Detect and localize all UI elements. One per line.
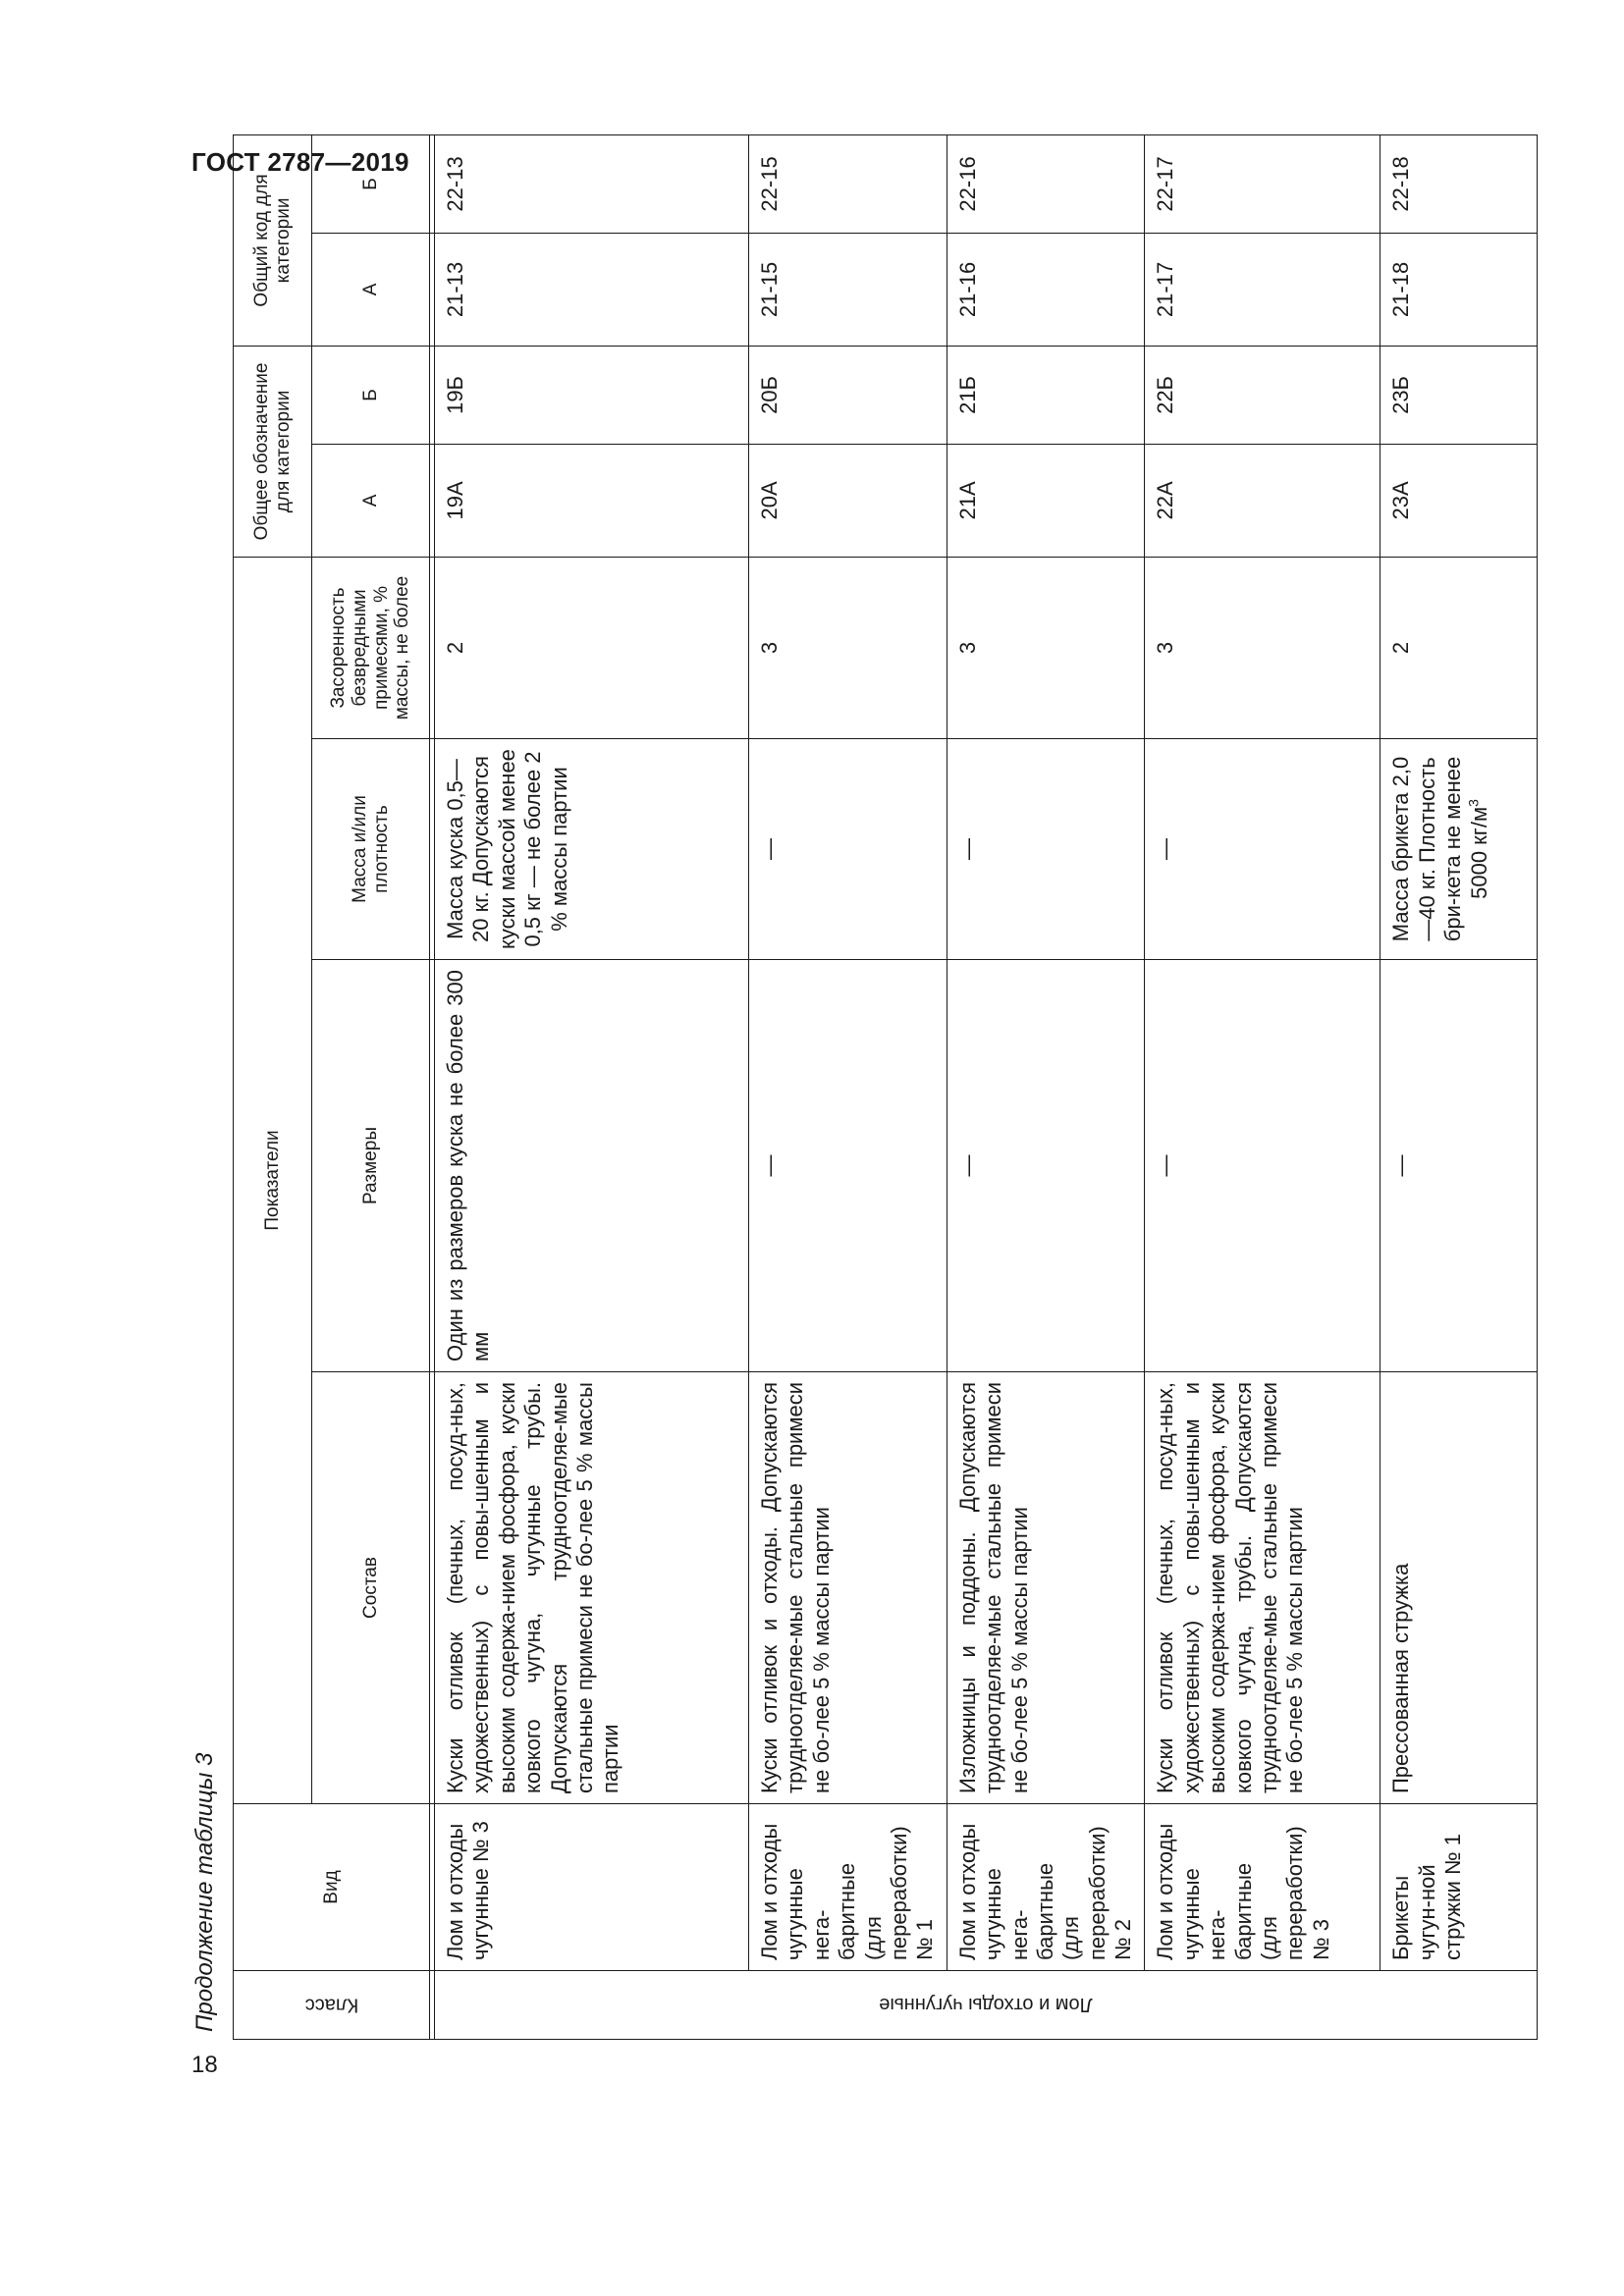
code-b-cell: 22-18 xyxy=(1380,134,1538,233)
contamination-cell: 2 xyxy=(1380,557,1538,738)
mass-superscript: 3 xyxy=(1465,799,1482,807)
type-cell: Лом и отходы чугунные нега-баритные (для переработки) № 2 xyxy=(947,1804,1145,1971)
type-cell: Лом и отходы чугунные № 3 xyxy=(435,1804,749,1971)
composition-cell: Изложницы и поддоны. Допускаются трудноотделяе-мые стальные примеси не бо-лее 5 % массы партии xyxy=(947,1372,1145,1804)
header-code-a: А xyxy=(312,233,430,346)
mass-text: — xyxy=(757,838,782,860)
dimensions-cell: Один из размеров куска не более 300 мм xyxy=(435,960,749,1372)
code-b-cell: 22-16 xyxy=(947,134,1145,233)
contamination-cell: 3 xyxy=(947,557,1145,738)
header-code-b: Б xyxy=(312,134,430,233)
dimensions-cell: — xyxy=(1380,960,1538,1372)
mass-cell xyxy=(1145,739,1380,960)
contamination-cell: 2 xyxy=(435,557,749,738)
header-designation: Общее обозначение для категории xyxy=(234,346,312,557)
dimensions-cell: — xyxy=(947,960,1145,1372)
designation-a-cell: 19А xyxy=(435,444,749,557)
mass-text: Масса брикета 2,0—40 кг. Плотность бри-кета не менее 5000 кг/м xyxy=(1388,756,1491,942)
header-code: Общий код для категории xyxy=(234,134,312,346)
header-composition: Состав xyxy=(312,1372,430,1804)
table-row xyxy=(435,134,749,2039)
header-class-label: Класс xyxy=(304,1995,358,2016)
table-row xyxy=(1145,134,1380,2039)
class-value: Лом и отходы чугунные xyxy=(879,1994,1093,2016)
mass-text: Масса куска 0,5—20 кг. Допускаются куски массой менее 0,5 кг — не более 2 % массы партии xyxy=(443,749,571,949)
table-row xyxy=(947,134,1145,2039)
code-a-cell: 21-15 xyxy=(749,233,947,346)
contamination-cell: 3 xyxy=(749,557,947,738)
header-type: Вид xyxy=(234,1804,430,1971)
composition-cell: Куски отливок и отходы. Допускаются трудноотделяе-мые стальные примеси не бо-лее 5 % массы партии xyxy=(749,1372,947,1804)
composition-cell: Куски отливок (печных, посуд-ных, художественных) с повы-шенным и высоким содержа-нием фосфора, куски ковкого чугуна, трубы. Допускаются трудноотделяе-мые стальные примеси не бо-лее 5 % массы партии xyxy=(1145,1372,1380,1804)
composition-cell: Прессованная стружка xyxy=(1380,1372,1538,1804)
dimensions-cell: — xyxy=(1145,960,1380,1372)
header-indicators: Показатели xyxy=(234,557,312,1803)
dimensions-cell: — xyxy=(749,960,947,1372)
table-row xyxy=(1380,134,1538,2039)
header-designation-b: Б xyxy=(312,346,430,444)
designation-b-cell: 19Б xyxy=(435,346,749,444)
header-dimensions: Размеры xyxy=(312,960,430,1372)
page-number: 18 xyxy=(191,2052,218,2078)
header-designation-a: А xyxy=(312,444,430,557)
mass-cell xyxy=(1380,739,1538,960)
code-b-cell: 22-13 xyxy=(435,134,749,233)
code-b-cell: 22-15 xyxy=(749,134,947,233)
mass-cell xyxy=(435,739,749,960)
composition-cell: Куски отливок (печных, посуд-ных, художественных) с повы-шенным и высоким содержа-нием фосфора, куски ковкого чугуна, чугунные трубы. Допускаются трудноотделяе-мые стальные примеси не бо-лее 5 % массы партии xyxy=(435,1372,749,1804)
type-cell: Лом и отходы чугунные нега-баритные (для переработки) № 1 xyxy=(749,1804,947,1971)
designation-a-cell: 21А xyxy=(947,444,1145,557)
scrap-classification-table xyxy=(233,134,1538,2040)
mass-cell xyxy=(947,739,1145,960)
table-row xyxy=(749,134,947,2039)
designation-b-cell: 21Б xyxy=(947,346,1145,444)
mass-cell xyxy=(749,739,947,960)
code-a-cell: 21-17 xyxy=(1145,233,1380,346)
designation-b-cell: 23Б xyxy=(1380,346,1538,444)
designation-a-cell: 23А xyxy=(1380,444,1538,557)
document-header: ГОСТ 2787—2019 xyxy=(191,147,409,177)
code-a-cell: 21-13 xyxy=(435,233,749,346)
code-a-cell: 21-16 xyxy=(947,233,1145,346)
header-class xyxy=(234,1971,430,2040)
mass-text: — xyxy=(954,838,980,860)
mass-text: — xyxy=(1153,838,1178,860)
code-b-cell: 22-17 xyxy=(1145,134,1380,233)
header-mass-density: Масса и/или плотность xyxy=(312,739,430,960)
type-cell: Лом и отходы чугунные нега-баритные (для переработки) № 3 xyxy=(1145,1804,1380,1971)
designation-b-cell: 20Б xyxy=(749,346,947,444)
type-cell: Брикеты чугун-ной стружки № 1 xyxy=(1380,1804,1538,1971)
code-a-cell: 21-18 xyxy=(1380,233,1538,346)
designation-a-cell: 22А xyxy=(1145,444,1380,557)
class-cell xyxy=(435,1971,1538,2040)
header-contamination: Засоренность безвредными примесями, % массы, не более xyxy=(312,557,430,738)
designation-b-cell: 22Б xyxy=(1145,346,1380,444)
table-continuation-label: Продолжение таблицы 3 xyxy=(191,1752,218,2032)
contamination-cell: 3 xyxy=(1145,557,1380,738)
designation-a-cell: 20А xyxy=(749,444,947,557)
